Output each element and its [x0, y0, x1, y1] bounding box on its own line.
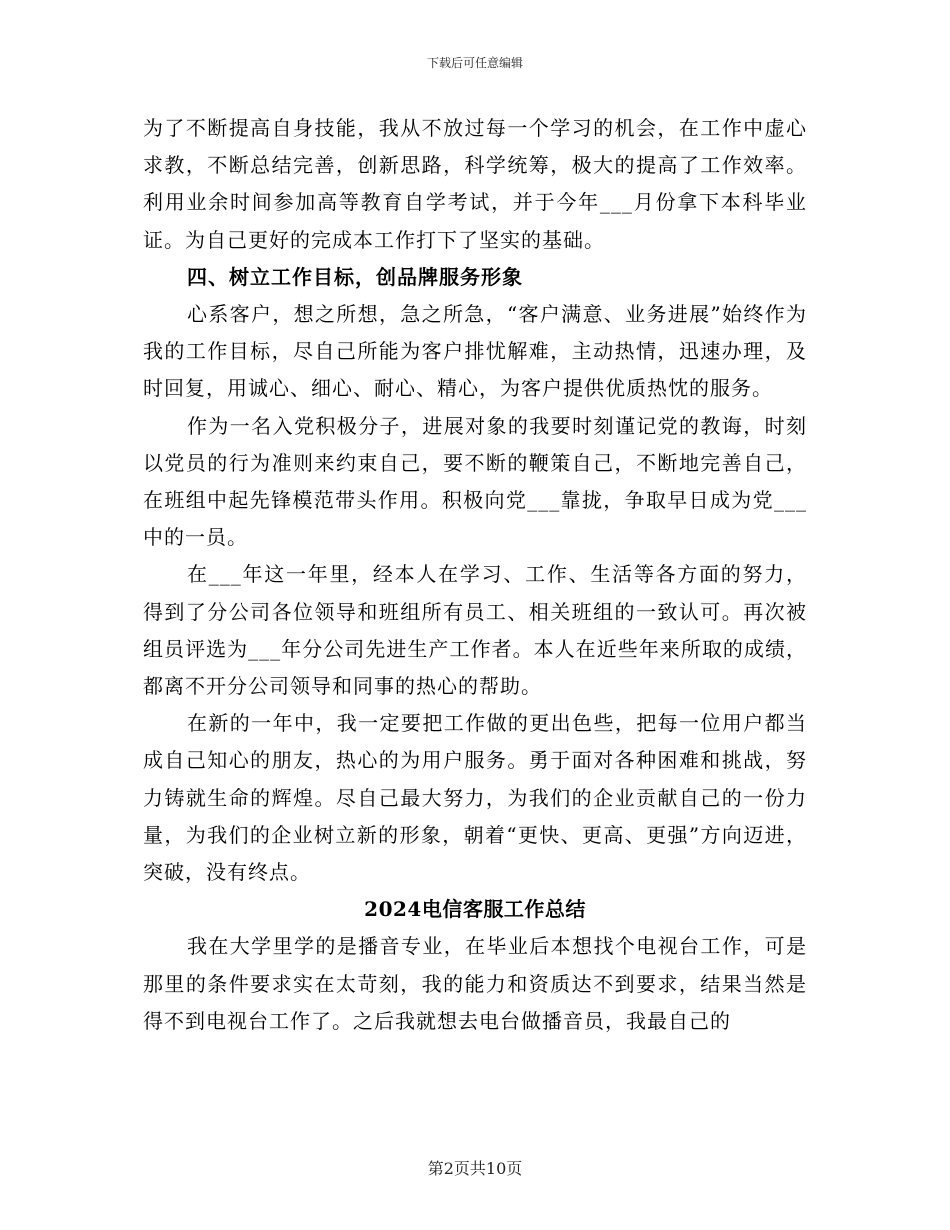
- paragraph-new-year: 在新的一年中，我一定要把工作做的更出色些，把每一位用户都当成自己知心的朋友，热心的为用户服务。勇于面对各种困难和挑战，努力铸就生命的辉煌。尽自己最大努力，为我们的企业贡献自己的一份力量，为我们的企业树立新的形象，朝着“更快、更高、更强”方向迈进，突破，没有终点。: [143, 711, 807, 885]
- paragraph-year-review: 在___年这一年里，经本人在学习、工作、生活等各方面的努力，得到了分公司各位领导和班组所有员工、相关班组的一致认可。再次被组员评选为___年分公司先进生产工作者。本人在近些年来所取的成绩，都离不开分公司领导和同事的热心的帮助。: [143, 562, 807, 699]
- page-footer: 第2页共10页: [427, 1159, 523, 1178]
- paragraph-university: 我在大学里学的是播音专业，在毕业后本想找个电视台工作，可是那里的条件要求实在太苛刻，我的能力和资质达不到要求，结果当然是得不到电视台工作了。之后我就想去电台做播音员，我最自己的: [143, 934, 807, 1033]
- section-heading-goals: 四、树立工作目标，创品牌服务形象: [187, 264, 523, 289]
- page-header: 下载后可任意编辑: [426, 56, 523, 70]
- document-body: [143, 110, 807, 1040]
- paragraph-party: 作为一名入党积极分子，进展对象的我要时刻谨记党的教诲，时刻以党员的行为准则来约束自己，要不断的鞭策自己，不断地完善自己，在班组中起先锋模范带头作用。积极向党___靠拢，争取早日成为党___中的一员。: [143, 413, 807, 550]
- document-title: 2024电信客服工作总结: [364, 897, 586, 922]
- paragraph-skills: 为了不断提高自身技能，我从不放过每一个学习的机会，在工作中虚心求教，不断总结完善，创新思路，科学统筹，极大的提高了工作效率。利用业余时间参加高等教育自学考试，并于今年___月份拿下本科毕业证。为自己更好的完成本工作打下了坚实的基础。: [143, 116, 807, 252]
- paragraph-customers: 心系客户，想之所想，急之所急，“客户满意、业务进展”始终作为我的工作目标，尽自己所能为客户排忧解难，主动热情，迅速办理，及时回复，用诚心、细心、耐心、精心，为客户提供优质热忱的服务。: [143, 302, 807, 401]
